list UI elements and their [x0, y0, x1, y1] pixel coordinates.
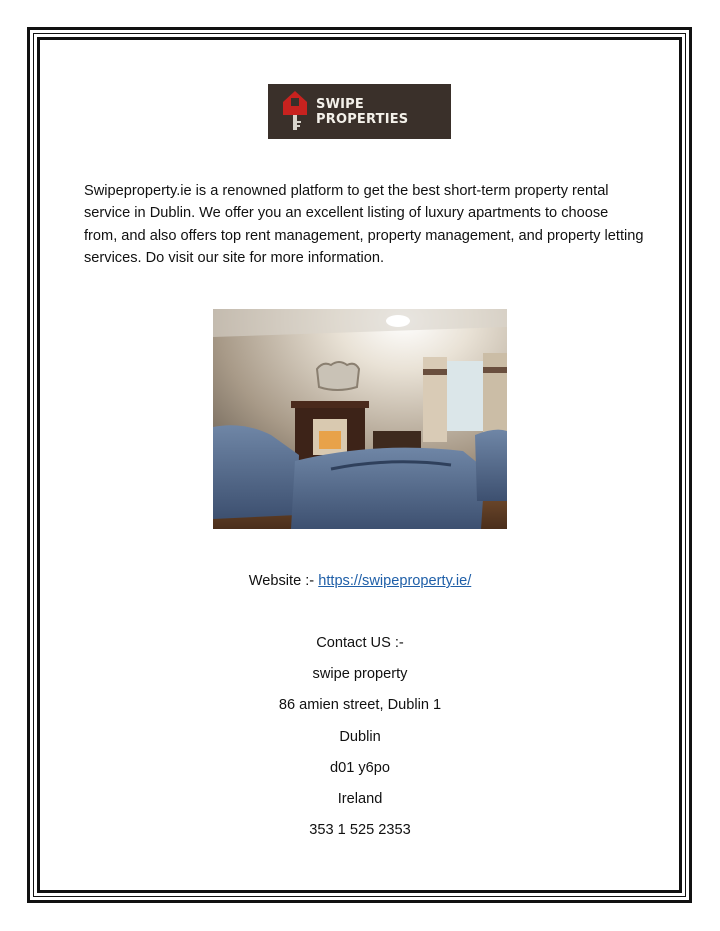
contact-phone: 353 1 525 2353	[309, 822, 411, 838]
website-label: Website :-	[248, 573, 319, 589]
website-link[interactable]: https://swipeproperty.ie/	[318, 573, 472, 589]
house-key-icon	[280, 89, 310, 134]
intro-paragraph: Swipeproperty.ie is a renowned platform to get the best short-term property rental service in Dublin. We offer you an excellent listing of luxury apartments to choose from, and also offers top rent management, property management, and property letting services. Do visit our site for more information.	[84, 183, 644, 266]
contact-postcode: d01 y6po	[329, 760, 391, 776]
contact-name: swipe property	[312, 666, 408, 682]
contact-country: Ireland	[337, 791, 383, 807]
contact-city: Dublin	[339, 729, 381, 745]
swipe-properties-logo	[268, 84, 451, 139]
logo-text: SWIPE PROPERTIES	[316, 96, 409, 127]
contact-street: 86 amien street, Dublin 1	[278, 697, 442, 713]
living-room-photo	[213, 309, 507, 529]
website-line	[0, 573, 720, 589]
contact-heading: Contact US :-	[316, 635, 404, 651]
